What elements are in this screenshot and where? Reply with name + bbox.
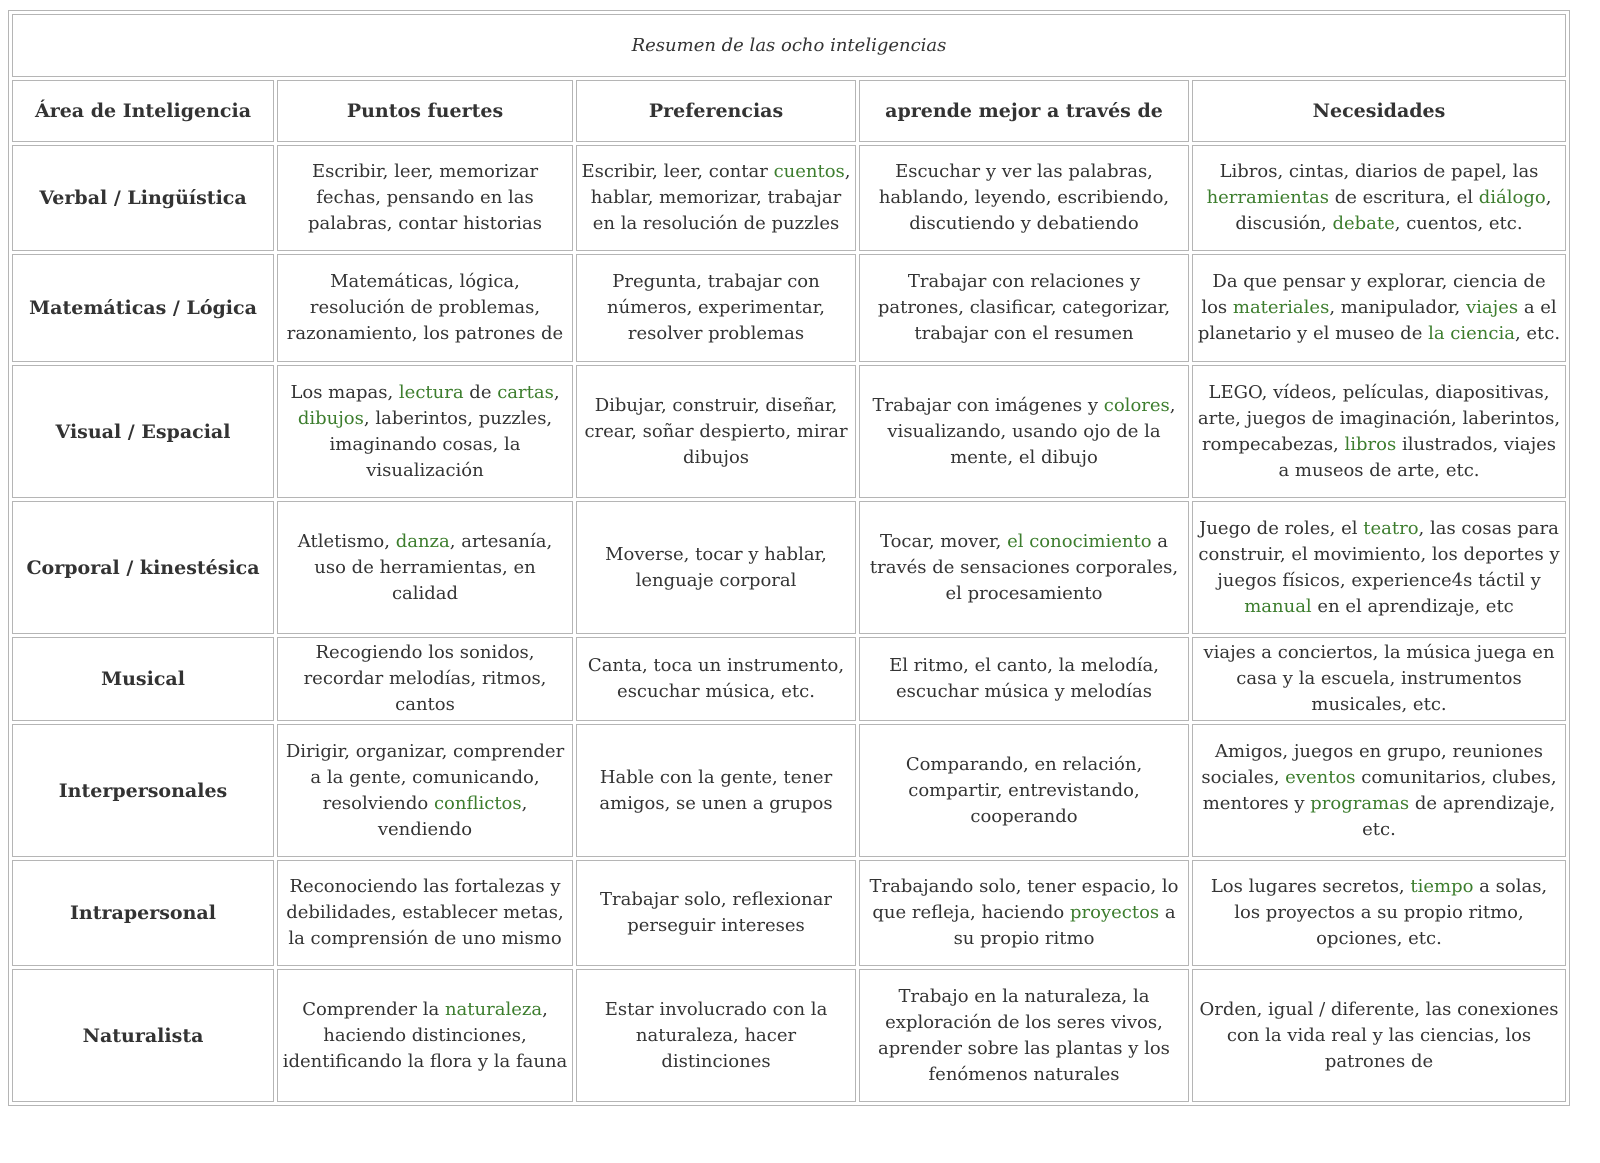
cell-text: de [463, 381, 498, 403]
cell-text: , laberintos, puzzles, imaginando cosas, la visualización [329, 407, 553, 481]
cell-text: a su propio ritmo [953, 902, 1176, 949]
learns-best-cell [859, 637, 1189, 721]
needs-cell [1192, 254, 1566, 362]
preferences-cell [576, 145, 856, 251]
table-row [12, 969, 1566, 1102]
needs-cell [1192, 860, 1566, 966]
cell-text: Matemáticas, lógica, resolución de problemas, razonamiento, los patrones de [286, 271, 564, 344]
area-cell: Interpersonales [12, 724, 274, 857]
cell-text: , hablar, memorizar, trabajar en la resolución de puzzles [590, 161, 851, 234]
cell-text: , manipulador, [1329, 297, 1466, 318]
table-row [12, 501, 1566, 634]
keyword-link[interactable]: teatro [1363, 517, 1419, 539]
table-row [12, 365, 1566, 498]
preferences-cell [576, 637, 856, 721]
keyword-link[interactable]: manual [1244, 595, 1312, 617]
cell-text: Hable con la gente, tener amigos, se unen a grupos [599, 766, 833, 814]
cell-text: Dibujar, construir, diseñar, crear, soñar despierto, mirar dibujos [584, 394, 848, 468]
cell-text: , artesanía, uso de herramientas, en calidad [314, 530, 553, 604]
keyword-link[interactable]: danza [395, 530, 450, 552]
table-body [12, 145, 1566, 1102]
header-row [12, 80, 1566, 142]
needs-cell [1192, 969, 1566, 1102]
keyword-link[interactable]: debate [1332, 213, 1395, 234]
keyword-link[interactable]: lectura [398, 381, 464, 403]
header-preferences: Preferencias [576, 80, 856, 142]
cell-text: Estar involucrado con la naturaleza, hacer distinciones [604, 998, 828, 1072]
cell-text: , haciendo distinciones, identificando la flora y la fauna [282, 998, 568, 1072]
area-cell: Verbal / Lingüística [12, 145, 274, 251]
area-cell: Visual / Espacial [12, 365, 274, 498]
cell-text: Comparando, en relación, compartir, entrevistando, cooperando [905, 753, 1143, 827]
area-cell: Matemáticas / Lógica [12, 254, 274, 362]
area-cell: Intrapersonal [12, 860, 274, 966]
keyword-link[interactable]: diálogo [1478, 187, 1546, 208]
cell-text: Orden, igual / diferente, las conexiones con la vida real y las ciencias, los patrones de [1199, 998, 1559, 1072]
strengths-cell [277, 637, 573, 721]
keyword-link[interactable]: herramientas [1206, 187, 1330, 208]
cell-text: , vendiendo [377, 792, 528, 840]
strengths-cell [277, 969, 573, 1102]
learns-best-cell [859, 254, 1189, 362]
table-row [12, 145, 1566, 251]
cell-text: , etc. [1514, 323, 1561, 344]
cell-text: Atletismo, [297, 530, 396, 552]
keyword-link[interactable]: naturaleza [444, 998, 543, 1020]
cell-text: Escribir, leer, contar [581, 161, 774, 182]
area-cell: Naturalista [12, 969, 274, 1102]
keyword-link[interactable]: eventos [1285, 766, 1356, 788]
keyword-link[interactable]: el conocimiento [1007, 530, 1152, 552]
table-row [12, 254, 1566, 362]
cell-text: Recogiendo los sonidos, recordar melodías, ritmos, cantos [303, 642, 547, 715]
table-row [12, 637, 1566, 721]
preferences-cell [576, 365, 856, 498]
cell-text: , las cosas para construir, el movimiento, los deportes y juegos físicos, experience4s táctil y [1198, 517, 1560, 591]
header-needs: Necesidades [1192, 80, 1566, 142]
needs-cell [1192, 145, 1566, 251]
keyword-link[interactable]: conflictos [433, 792, 522, 814]
cell-text: Escuchar y ver las palabras, hablando, leyendo, escribiendo, discutiendo y debatiendo [878, 161, 1170, 234]
needs-cell [1192, 637, 1566, 721]
caption-row [12, 14, 1566, 77]
preferences-cell [576, 860, 856, 966]
cell-text: de escritura, el [1329, 187, 1479, 208]
table-row [12, 860, 1566, 966]
cell-text: , discusión, [1235, 187, 1552, 234]
cell-text: a través de sensaciones corporales, el procesamiento [869, 530, 1179, 604]
keyword-link[interactable]: dibujos [297, 407, 364, 429]
keyword-link[interactable]: libros [1344, 433, 1397, 455]
needs-cell [1192, 501, 1566, 634]
cell-text: Comprender la [302, 998, 445, 1020]
learns-best-cell [859, 501, 1189, 634]
learns-best-cell [859, 145, 1189, 251]
cell-text: LEGO, vídeos, películas, diapositivas, arte, juegos de imaginación, laberintos, rompecabezas, [1197, 381, 1561, 455]
learns-best-cell [859, 860, 1189, 966]
cell-text: Escribir, leer, memorizar fechas, pensando en las palabras, contar historias [307, 161, 543, 234]
cell-text: Los mapas, [290, 381, 399, 403]
strengths-cell [277, 860, 573, 966]
keyword-link[interactable]: proyectos [1070, 902, 1160, 923]
strengths-cell [277, 145, 573, 251]
preferences-cell [576, 969, 856, 1102]
area-cell: Corporal / kinestésica [12, 501, 274, 634]
cell-text: Trabajar solo, reflexionar perseguir intereses [600, 889, 832, 936]
cell-text: viajes a conciertos, la música juega en casa y la escuela, instrumentos musicales, etc. [1203, 642, 1555, 715]
preferences-cell [576, 254, 856, 362]
cell-text: Pregunta, trabajar con números, experimentar, resolver problemas [607, 271, 825, 344]
keyword-link[interactable]: programas [1310, 792, 1410, 814]
header-strengths: Puntos fuertes [277, 80, 573, 142]
cell-text: Tocar, mover, [879, 530, 1008, 552]
strengths-cell [277, 501, 573, 634]
cell-text: , visualizando, usando ojo de la mente, el dibujo [887, 394, 1176, 468]
cell-text: Amigos, juegos en grupo, reuniones sociales, [1201, 740, 1544, 788]
cell-text: Trabajo en la naturaleza, la exploración de los seres vivos, aprender sobre las plantas y los fenómenos naturales [878, 985, 1170, 1085]
cell-text: en el aprendizaje, etc [1311, 595, 1514, 617]
learns-best-cell [859, 724, 1189, 857]
header-learns-best: aprende mejor a través de [859, 80, 1189, 142]
cell-text: Canta, toca un instrumento, escuchar música, etc. [587, 655, 845, 702]
intelligences-table [8, 10, 1570, 1106]
cell-text: comunitarios, clubes, mentores y [1202, 766, 1557, 814]
learns-best-cell [859, 969, 1189, 1102]
keyword-link[interactable]: viajes [1465, 297, 1519, 318]
keyword-link[interactable]: tiempo [1410, 876, 1474, 897]
cell-text: El ritmo, el canto, la melodía, escuchar música y melodías [889, 655, 1159, 702]
cell-text: de aprendizaje, etc. [1362, 792, 1556, 840]
cell-text: , cuentos, etc. [1394, 213, 1523, 234]
cell-text: Moverse, tocar y hablar, lenguaje corporal [605, 543, 827, 591]
preferences-cell [576, 501, 856, 634]
cell-text: , [553, 381, 560, 403]
cell-text: Dirigir, organizar, comprender a la gente, comunicando, resolviendo [285, 740, 565, 814]
needs-cell [1192, 724, 1566, 857]
keyword-link[interactable]: la ciencia [1428, 323, 1515, 344]
table-caption: Resumen de las ocho inteligencias [12, 14, 1566, 77]
cell-text: Trabajar con relaciones y patrones, clasificar, categorizar, trabajar con el resumen [877, 271, 1171, 344]
keyword-link[interactable]: cuentos [773, 161, 845, 182]
keyword-link[interactable]: materiales [1232, 297, 1330, 318]
cell-text: a el planetario y el museo de [1197, 297, 1557, 344]
header-area: Área de Inteligencia [12, 80, 274, 142]
needs-cell [1192, 365, 1566, 498]
cell-text: ilustrados, viajes a museos de arte, etc. [1278, 433, 1557, 481]
cell-text: Trabajar con imágenes y [872, 394, 1104, 416]
cell-text: Da que pensar y explorar, ciencia de los [1201, 271, 1546, 318]
intelligences-table-container [8, 10, 1568, 1106]
cell-text: Trabajando solo, tener espacio, lo que refleja, haciendo [869, 876, 1179, 923]
area-cell: Musical [12, 637, 274, 721]
cell-text: Juego de roles, el [1199, 517, 1364, 539]
table-row [12, 724, 1566, 857]
keyword-link[interactable]: colores [1103, 394, 1170, 416]
learns-best-cell [859, 365, 1189, 498]
strengths-cell [277, 254, 573, 362]
cell-text: Libros, cintas, diarios de papel, las [1219, 161, 1539, 182]
strengths-cell [277, 724, 573, 857]
preferences-cell [576, 724, 856, 857]
cell-text: a solas, los proyectos a su propio ritmo, opciones, etc. [1234, 876, 1548, 949]
strengths-cell [277, 365, 573, 498]
keyword-link[interactable]: cartas [497, 381, 554, 403]
cell-text: Los lugares secretos, [1210, 876, 1411, 897]
cell-text: Reconociendo las fortalezas y debilidades, establecer metas, la comprensión de uno mismo [286, 876, 564, 949]
